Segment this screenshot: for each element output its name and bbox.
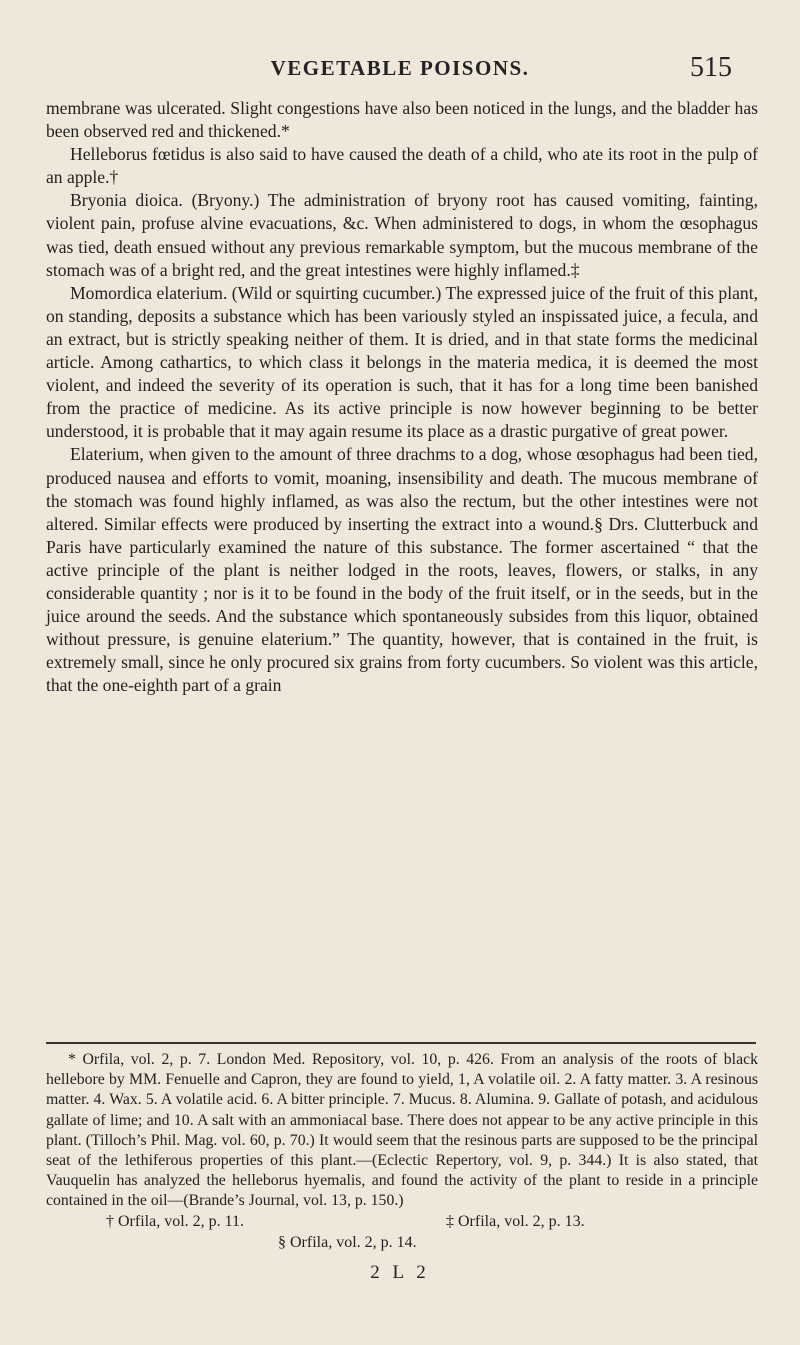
footnote-row — [46, 1233, 758, 1254]
footnote-section: § Orfila, vol. 2, p. 14. — [278, 1233, 417, 1251]
footnote-dagger: † Orfila, vol. 2, p. 11. — [106, 1212, 245, 1230]
body-text — [46, 97, 758, 697]
running-title: VEGETABLE POISONS. — [270, 56, 530, 80]
paragraph-helleborus: Helleborus fœtidus is also said to have caused the death of a child, who ate its root in the pulp of an apple.† — [46, 144, 758, 188]
footnote-star: * Orfila, vol. 2, p. 7. London Med. Repository, vol. 10, p. 426. From an analysis of the roots of black hellebore by MM. Fenuelle and Capron, they are found to yield, 1, A volatile oil. 2. A fatty matter. 3. A resinous matter. 4. Wax. 5. A volatile acid. 6. A bitter principle. 7. Mucus. 8. Alumina. 9. Gallate of potash, and acidulous gallate of lime; and 10. A salt with an ammoniacal base. There does not appear to be any active principle in this plant. (Tilloch’s Phil. Mag. vol. 60, p. 70.) It would seem that the resinous parts are supposed to be the principal seat of the lethiferous properties of this plant.—(Eclectic Repertory, vol. 9, p. 344.) It is also stated, that Vauquelin has analyzed the helleborus hyemalis, and found the activity of the plant to reside in a principle contained in the oil—(Brande’s Journal, vol. 13, p. 150.) — [46, 1051, 758, 1210]
footnote-row — [46, 1212, 758, 1233]
footnotes — [46, 1050, 758, 1254]
paragraph-momordica: Momordica elaterium. (Wild or squirting cucumber.) The expressed juice of the fruit of this plant, on standing, deposits a substance which has been variously styled an inspissated juice, a fecula, and an extract, but is strictly speaking neither of them. It is dried, and in that state forms the medicinal article. Among cathartics, to which class it belongs in the materia medica, it is deemed the most violent, and indeed the severity of its operation is such, that it has for a long time been banished from the practice of medicine. As its active principle is now however beginning to be better understood, it is probable that it may again resume its place as a drastic purgative of great power. — [46, 282, 758, 442]
paragraph-1: membrane was ulcerated. Slight congestions have also been noticed in the lungs, and the bladder has been observed red and thickened.* — [46, 98, 758, 142]
signature-mark: 2 L 2 — [370, 1262, 430, 1283]
footnote-divider — [46, 1042, 756, 1044]
page-number: 515 — [690, 52, 732, 83]
running-head — [46, 52, 754, 86]
footnote-double-dagger: ‡ Orfila, vol. 2, p. 13. — [446, 1212, 585, 1230]
paragraph-elaterium: Elaterium, when given to the amount of three drachms to a dog, whose œsophagus had been tied, produced nausea and efforts to vomit, moaning, insensibility and death. The mucous membrane of the stomach was found highly inflamed, as was also the rectum, but the other intestines were not altered. Similar effects were produced by inserting the extract into a wound.§ Drs. Clutterbuck and Paris have particularly examined the nature of this substance. The former ascertained “ that the active principle of the plant is neither lodged in the roots, leaves, flowers, or stalks, in any considerable quantity ; nor is it to be found in the body of the fruit itself, or in the seeds, but in the juice around the seeds. And the substance which spontaneously subsides from this liquor, obtained without pressure, is genuine elaterium.” The quantity, however, that is contained in the fruit, is extremely small, since he only procured six grains from forty cucumbers. So violent was this article, that the one-eighth part of a grain — [46, 444, 758, 696]
paragraph-bryonia: Bryonia dioica. (Bryony.) The administration of bryony root has caused vomiting, fainting, violent pain, profuse alvine evacuations, &c. When administered to dogs, in whom the œsophagus was tied, death ensued without any previous remarkable symptom, but the mucous membrane of the stomach was of a bright red, and the great intestines were highly inflamed.‡ — [46, 190, 758, 280]
